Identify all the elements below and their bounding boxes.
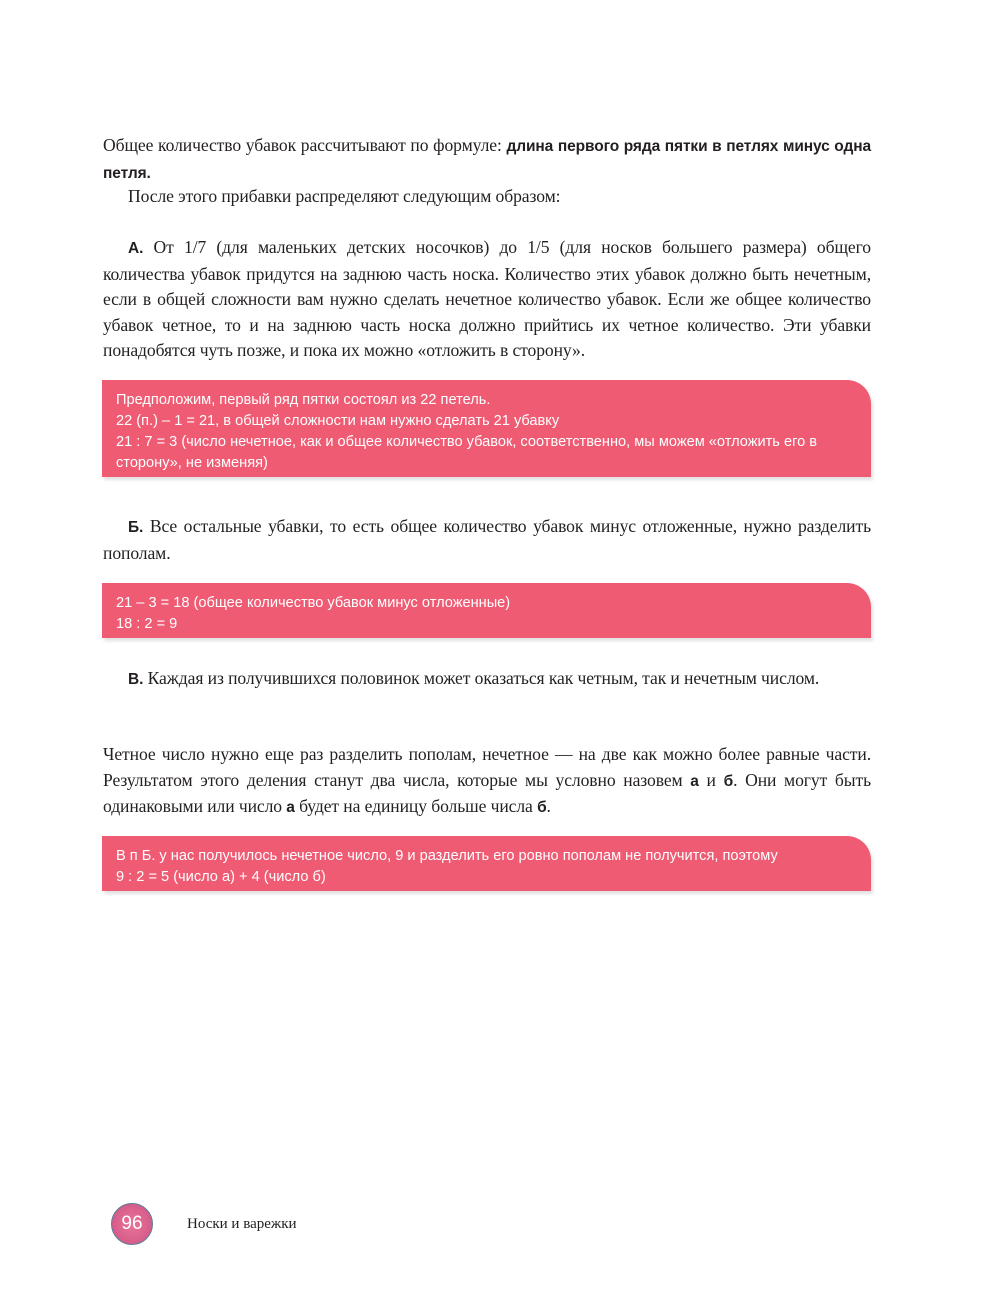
- section-b-label: Б.: [128, 519, 144, 536]
- section-a-text: От 1/7 (для маленьких детских носочков) до 1/5 (для носков большего размера) общего количества убавок придутся на заднюю часть носка. Количество этих убавок должно быть нечетным, если в общей сложности вам нужно сделать нечетное количество убавок. Если же общее количество убавок четное, то и на заднюю часть носка должно прийтись их четное количество. Эти убавки понадобятся чуть позже, и пока их можно «отложить в сторону».: [103, 237, 871, 360]
- page-number: 96: [121, 1213, 143, 1234]
- example-box-a: [102, 380, 871, 477]
- example-a-line: Предположим, первый ряд пятки состоял из 22 петель.: [116, 392, 491, 408]
- example-box-v: [102, 836, 871, 891]
- section-b-paragraph: [103, 514, 871, 566]
- split-text: будет на единицу больше числа: [294, 796, 538, 816]
- section-v-label: В.: [128, 671, 144, 688]
- section-v-paragraph: [103, 666, 871, 693]
- page-number-badge: [111, 1203, 153, 1245]
- formula-paragraph: [103, 133, 871, 186]
- distribution-intro: После этого прибавки распределяют следующим образом:: [128, 186, 561, 206]
- example-a-line: 21 : 7 = 3 (число нечетное, как и общее количество убавок, соответственно, мы можем «отложить его в сторону», не изменяя): [116, 434, 817, 471]
- formula-bold-text: длина первого ряда пятки в петлях минус одна петля.: [103, 138, 871, 182]
- variable-b: б: [723, 772, 734, 790]
- example-b-line: 18 : 2 = 9: [116, 616, 178, 632]
- split-text: .: [546, 796, 551, 816]
- variable-a: а: [286, 799, 295, 816]
- section-v-text: Каждая из получившихся половинок может оказаться как четным, так и нечетным числом.: [143, 668, 820, 688]
- variable-b: б: [537, 799, 547, 816]
- section-b-text: Все остальные убавки, то есть общее количество убавок минус отложенные, нужно разделить пополам.: [103, 516, 871, 563]
- split-text: и: [698, 769, 724, 790]
- book-title: Носки и варежки: [187, 1215, 297, 1232]
- split-text: . Они могут быть одинаковыми или число: [103, 769, 871, 816]
- example-b-line: 21 – 3 = 18 (общее количество убавок минус отложенные): [116, 595, 511, 611]
- example-a-line: 22 (п.) – 1 = 21, в общей сложности нам нужно сделать 21 убавку: [116, 413, 560, 429]
- split-text: Четное число нужно еще раз разделить пополам, нечетное — на две как можно более равные части. Результатом этого деления станут два числа, которые мы условно назовем: [103, 744, 871, 790]
- formula-intro-text: Общее количество убавок рассчитывают по формуле:: [103, 135, 507, 155]
- example-v-line: 9 : 2 = 5 (число а) + 4 (число б): [116, 869, 326, 885]
- section-a-paragraph: [103, 235, 871, 364]
- example-v-line: В п Б. у нас получилось нечетное число, 9 и разделить его ровно пополам не получится, поэтому: [116, 848, 778, 864]
- example-box-b: [102, 583, 871, 638]
- page-footer: [111, 1203, 297, 1245]
- section-a-label: А.: [128, 240, 144, 257]
- variable-a: а: [690, 772, 699, 790]
- split-paragraph: [103, 742, 871, 821]
